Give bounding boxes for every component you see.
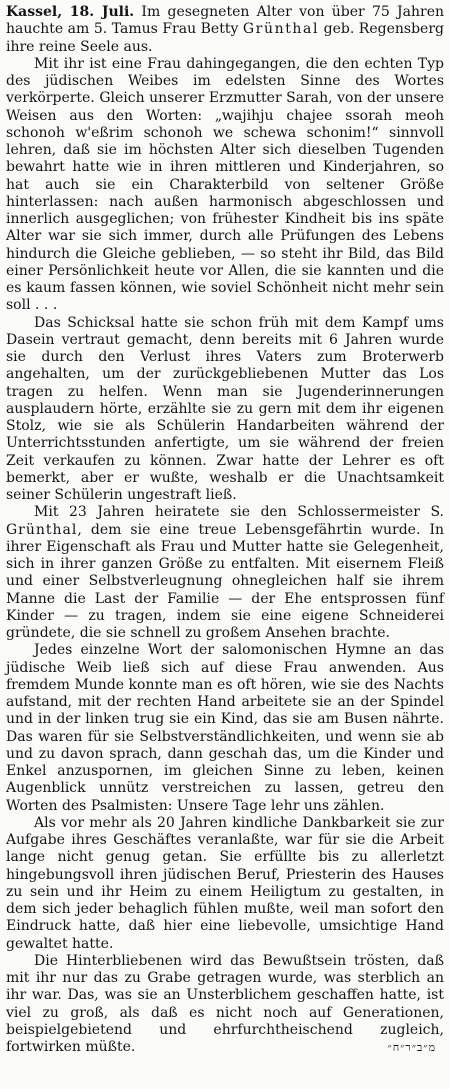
- opening-text-end: geb. Regensberg ihre reine Seele aus.: [6, 21, 444, 55]
- marriage-text-end: , dem sie eine treue Lebensgefährtin wurde. In ihrer Eigenschaft als Frau und Mutter hatte sie Gelegenheit, sich in ihrer ganzen Größe zu entfalten. Mit eisernem Fleiß und einer Selbstverleugnung ohnegleichen half sie ihrem Manne die Last der Familie — der Ehe entsprossen fünf Kinder — zu tragen, indem sie eine eigene Schneiderei gründete, die sie schnell zu großem Ansehen brachte.: [6, 521, 444, 641]
- author-signature: מ״ב״ר״ח״: [387, 1041, 436, 1055]
- husband-surname: Grünthal: [6, 521, 78, 538]
- paragraph-hymn: Jedes einzelne Wort der salomonischen Hymne an das jüdische Weib ließ sich auf diese Frau anwenden. Aus fremdem Munde konnte man es oft hören, wie sie des Nachts aufstand, mit der rechten Hand arbeitete sie an der Spindel und in der linken trug sie ein Kind, das sie am Busen nährte. Das waren für sie Selbstverständlichkeiten, und wenn sie ab und zu davon sprach, dann geschah das, um die Kinder und Enkel anzuspornen, im gleichen Sinne zu leben, keinen Augenblick unnütz verstreichen zu lassen, getreu den Worten des Psalmisten: Unsere Tage lehr uns zählen.: [6, 642, 444, 814]
- paragraph-character: Mit ihr ist eine Frau dahingegangen, die den echten Typ des jüdischen Weibes im edelsten Sinne des Wortes verkörperte. Gleich unserer Erzmutter Sarah, von der unsere Weisen aus den Worten: „wajihju chajee ssorah meoh schonoh w'eßrim schonoh we schewa schonim!“ sinnvoll lehren, daß sie im höchsten Alter sich dieselben Tugenden bewahrt hatte wie in ihren mittleren und Kinderjahren, so hat auch sie ein Charakterbild von seltener Größe hinterlassen: nach außen harmonisch abgeschlossen und innerlich ausgeglichen; von frühester Kindheit bis ins späte Alter war sie sich immer, durch alle Prüfungen des Lebens hindurch die Gleiche geblieben, — so steht ihr Bild, das Bild einer Persönlichkeit heute vor Allen, die sie kannten und die es kaum fassen können, wie soviel Schönheit nicht mehr sein soll . . .: [6, 55, 444, 314]
- paragraph-childhood: Das Schicksal hatte sie schon früh mit dem Kampf ums Dasein vertraut gemacht, denn bereits mit 6 Jahren wurde sie durch den Verlust ihres Vaters zum Broterwerb angehalten, um der zurückgebliebenen Mutter das Los tragen zu helfen. Wenn man sie Jugenderinnerungen ausplaudern hörte, erzählte sie zu gern mit dem ihr eigenen Stolz, wie sie als Schülerin Handarbeiten während der Unterrichtsstunden anfertigte, um sie während der freien Zeit verkaufen zu können. Zwar hatte der Lehrer es oft bemerkt, aber er wußte, weshalb er die Unachtsamkeit seiner Schülerin ungestraft ließ.: [6, 314, 444, 503]
- marriage-text: Mit 23 Jahren heiratete sie den Schlossermeister S.: [34, 504, 444, 521]
- paragraph-closing: Die Hinterbliebenen wird das Bewußtsein trösten, daß mit ihr nur das zu Grabe getragen wurde, was sterblich an ihr war. Das, was sie an Unsterblichem geschaffen hatte, ist viel zu groß, als daß es nicht noch auf Generationen, beispielgebietend und ehrfurchtheischend zugleich, fortwirken müßte.: [6, 952, 444, 1055]
- surname-highlight: Grünthal: [242, 21, 320, 38]
- paragraph-later-years: Als vor mehr als 20 Jahren kindliche Dankbarkeit sie zur Aufgabe ihres Geschäftes veranlaßte, war für sie die Arbeit lange nicht genug getan. Sie erfüllte bis zu allerletzt hingebungsvoll ihren jüdischen Beruf, Priesterin des Hauses zu sein und ihr Heim zu einem Heiligtum zu gestalten, in dem sich jeder behaglich fühlen mußte, weil man sofort den Eindruck hatte, daß hier eine liebevolle, umsichtige Hand gewaltet hatte.: [6, 814, 444, 952]
- dateline: Kassel, 18. Juli.: [6, 4, 135, 20]
- paragraph-opening: [6, 4, 444, 56]
- paragraph-marriage: [6, 504, 444, 642]
- opening-text: Im gesegneten Alter von über 75 Jahren hauchte am 5. Tamus Frau Betty: [6, 4, 444, 38]
